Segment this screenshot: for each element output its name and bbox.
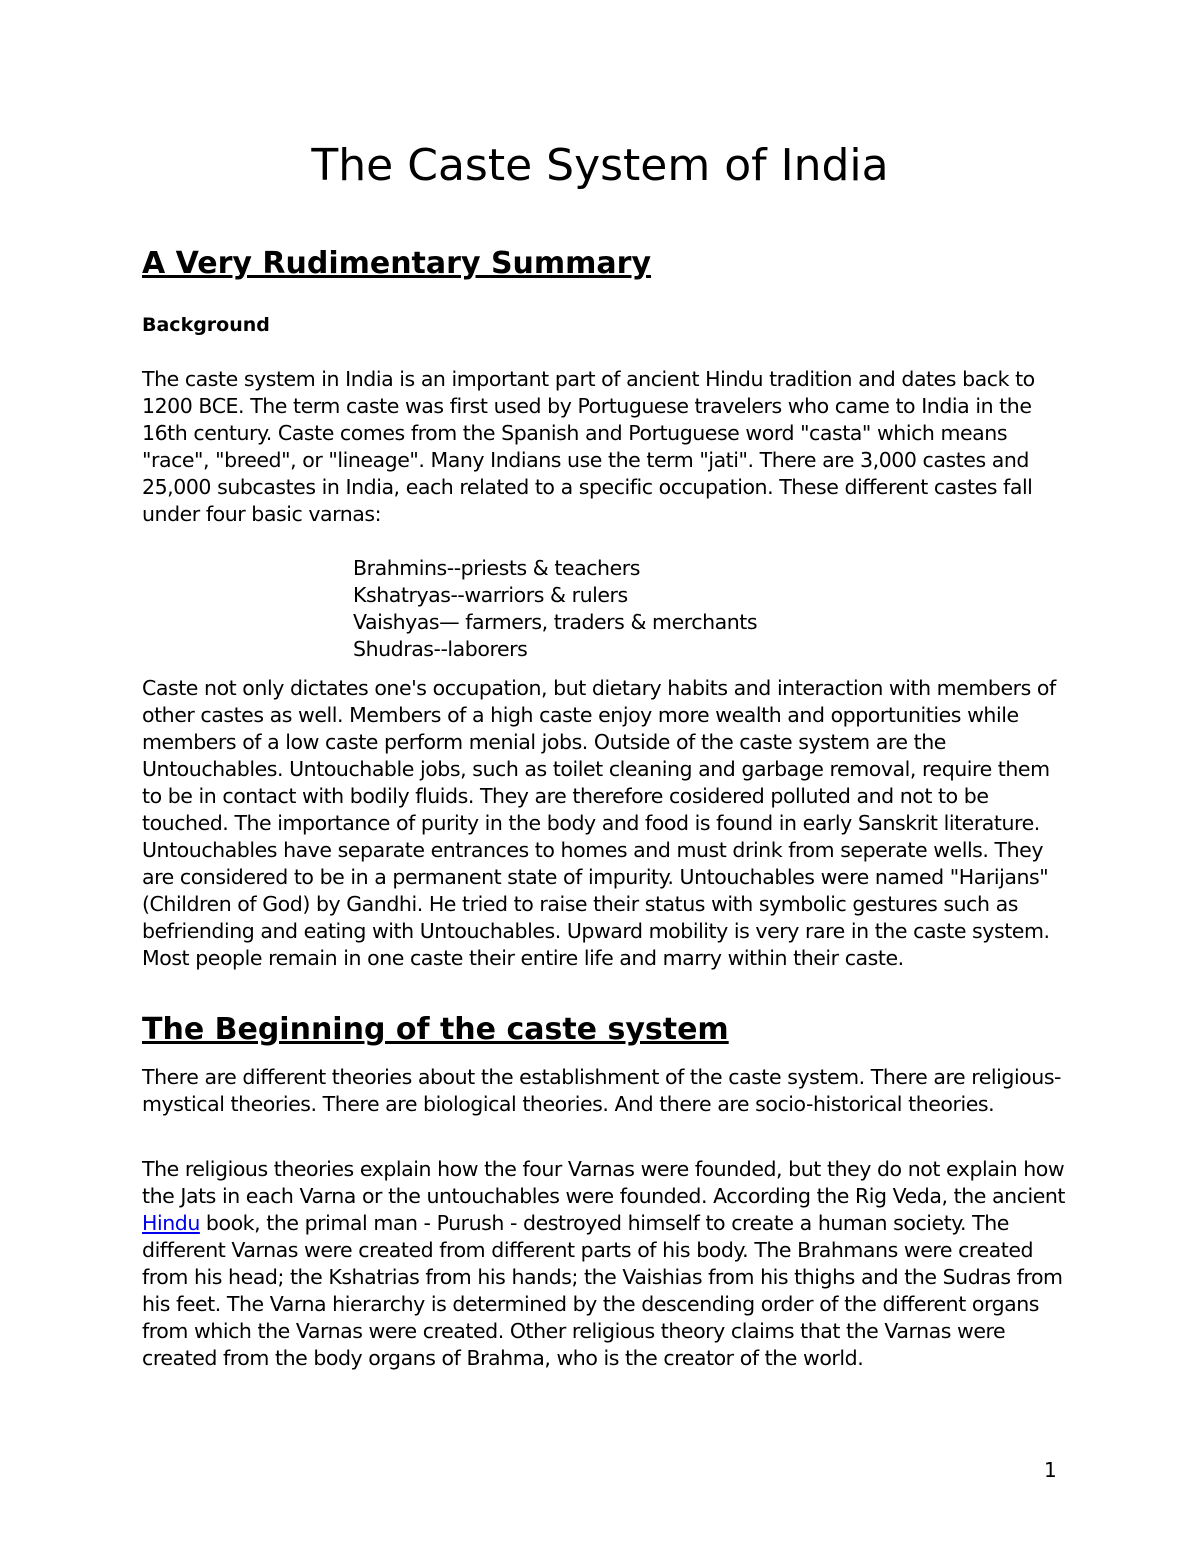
document-title: The Caste System of India bbox=[311, 140, 889, 191]
varna-item-shudras: Shudras--laborers bbox=[353, 637, 528, 661]
varna-list bbox=[353, 555, 757, 663]
theories-paragraph: There are different theories about the establishment of the caste system. There are religious-mystical theories. There are biological theories. And there are socio-historical theories. bbox=[142, 1065, 1061, 1116]
beginning-heading: The Beginning of the caste system bbox=[142, 1012, 729, 1047]
document-subtitle: A Very Rudimentary Summary bbox=[142, 246, 652, 281]
page-number: 1 bbox=[1044, 1458, 1057, 1482]
varna-item-vaishyas: Vaishyas— farmers, traders & merchants bbox=[353, 610, 758, 634]
religious-theories-paragraph bbox=[142, 1156, 1072, 1372]
untouchables-paragraph: Caste not only dictates one's occupation, but dietary habits and interaction with members of other castes as well. Members of a high caste enjoy more wealth and opportunities while members of a low caste perform menial jobs. Outside of the caste system are the Untouchables. Untouchable jobs, such as toilet cleaning and garbage removal, require them to be in contact with bodily fluids. They are therefore cosidered polluted and not to be touched. The importance of purity in the body and food is found in early Sanskrit literature. Untouchables have separate entrances to homes and must drink from seperate wells. They are considered to be in a permanent state of impurity. Untouchables were named "Harijans" (Children of God) by Gandhi. He tried to raise their status with symbolic gestures such as befriending and eating with Untouchables. Upward mobility is very rare in the caste system. Most people remain in one caste their entire life and marry within their caste. bbox=[142, 676, 1056, 970]
background-heading: Background bbox=[142, 314, 270, 336]
varna-item-kshatryas: Kshatryas--warriors & rulers bbox=[353, 583, 628, 607]
paragraph-text-after-link: book, the primal man - Purush - destroyed himself to create a human society. The different Varnas were created from different parts of his body. The Brahmans were created from his head; the Kshatrias from his hands; the Vaishias from his thighs and the Sudras from his feet. The Varna hierarchy is determined by the descending order of the different organs from which the Varnas were created. Other religious theory claims that the Varnas were created from the body organs of Brahma, who is the creator of the world. bbox=[142, 1211, 1063, 1370]
paragraph-text-before-link: The religious theories explain how the four Varnas were founded, but they do not explain how the Jats in each Varna or the untouchables were founded. According the Rig Veda, the ancient bbox=[142, 1157, 1065, 1208]
varna-item-brahmins: Brahmins--priests & teachers bbox=[353, 556, 640, 580]
background-paragraph: The caste system in India is an important part of ancient Hindu tradition and dates back to 1200 BCE. The term caste was first used by Portuguese travelers who came to India in the 16th century. Caste comes from the Spanish and Portuguese word "casta" which means "race", "breed", or "lineage". Many Indians use the term "jati". There are 3,000 castes and 25,000 subcastes in India, each related to a specific occupation. These different castes fall under four basic varnas: bbox=[142, 367, 1035, 526]
hindu-link[interactable]: Hindu bbox=[142, 1211, 200, 1235]
